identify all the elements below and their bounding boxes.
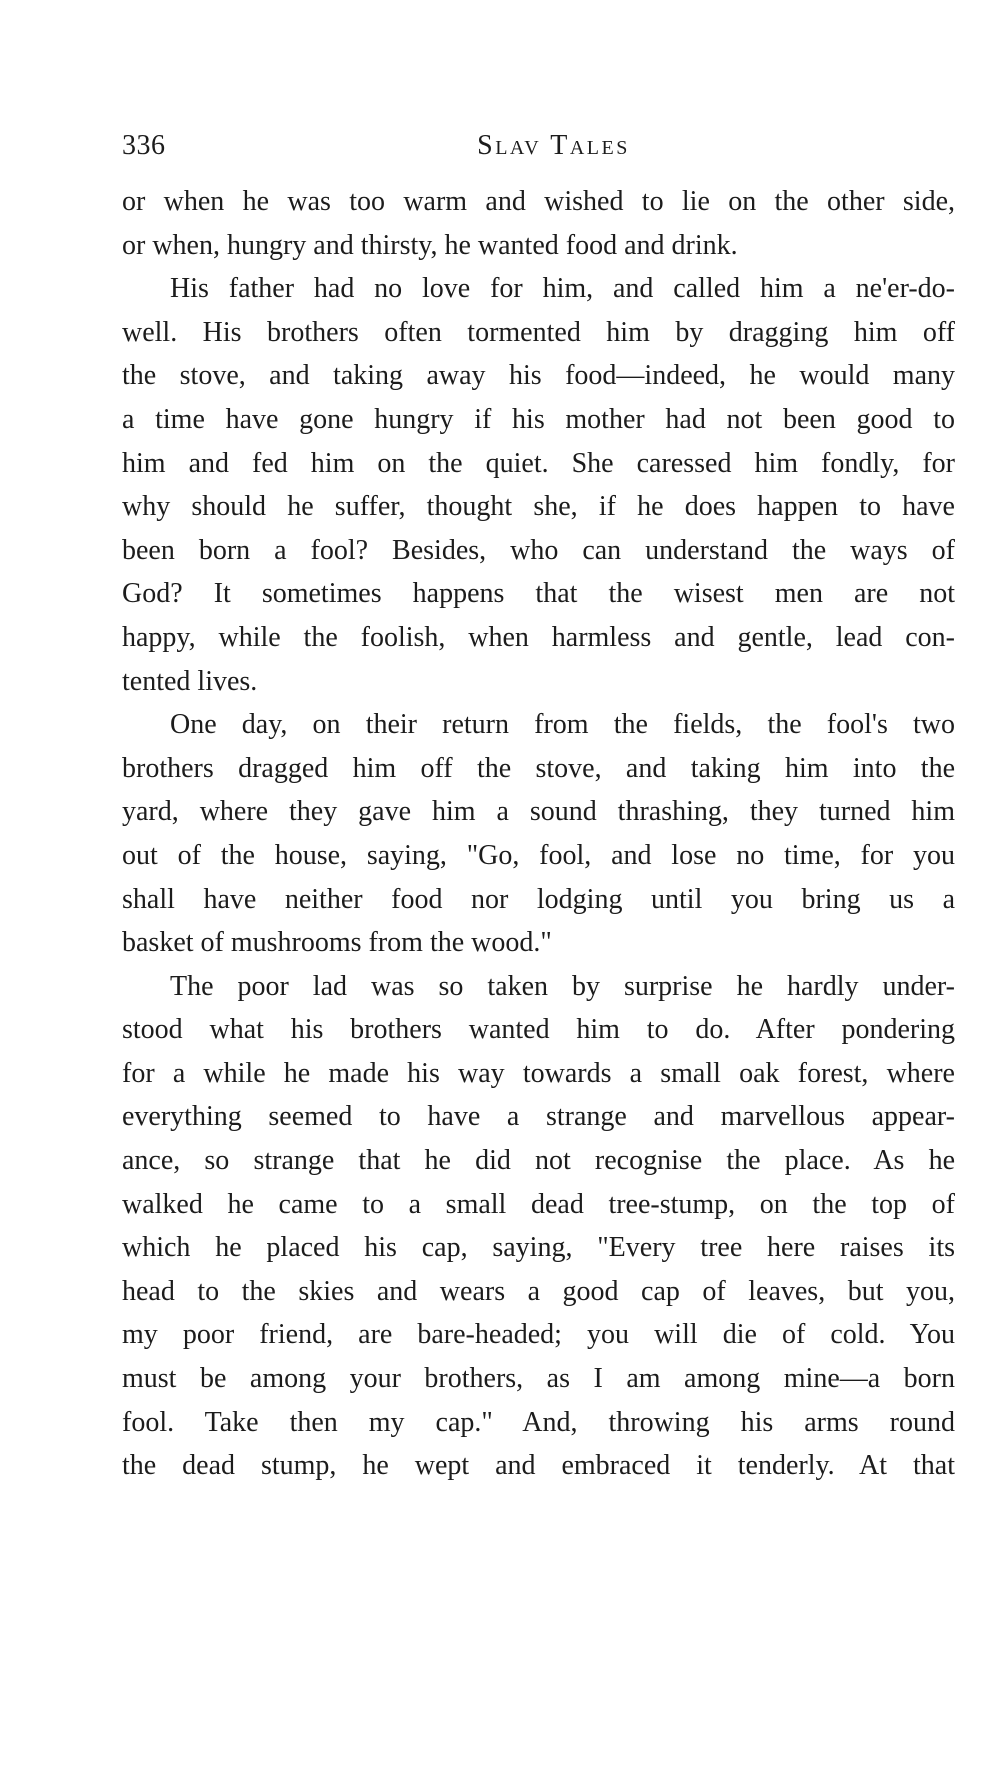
- text-line: why should he suffer, thought she, if he does happen to have: [122, 491, 955, 523]
- paragraph-3: [122, 703, 955, 965]
- text-line: for a while he made his way towards a small oak forest, where: [122, 1057, 955, 1089]
- text-line: yard, where they gave him a sound thrashing, they turned him: [122, 796, 955, 828]
- text-line: happy, while the foolish, when harmless and gentle, lead con-: [122, 621, 955, 653]
- text-line: shall have neither food nor lodging until you bring us a: [122, 883, 955, 915]
- text-line: fool. Take then my cap." And, throwing his arms round: [122, 1406, 955, 1438]
- text-line: or when, hungry and thirsty, he wanted food and drink.: [122, 229, 738, 261]
- text-line: the stove, and taking away his food—indeed, he would many: [122, 360, 955, 392]
- text-line: stood what his brothers wanted him to do. After pondering: [122, 1014, 955, 1046]
- text-line: which he placed his cap, saying, "Every tree here raises its: [122, 1232, 955, 1264]
- body-text: [122, 180, 955, 1488]
- text-line: him and fed him on the quiet. She caressed him fondly, for: [122, 447, 955, 479]
- text-line: been born a fool? Besides, who can understand the ways of: [122, 534, 955, 566]
- text-line: His father had no love for him, and called him a ne'er-do-: [170, 273, 955, 305]
- paragraph-1: [122, 180, 955, 267]
- text-line: out of the house, saying, "Go, fool, and lose no time, for you: [122, 839, 955, 871]
- paragraph-4: [122, 965, 955, 1488]
- text-line: my poor friend, are bare-headed; you will die of cold. You: [122, 1319, 955, 1351]
- text-line: walked he came to a small dead tree-stump, on the top of: [122, 1188, 955, 1220]
- text-line: a time have gone hungry if his mother had not been good to: [122, 403, 955, 435]
- text-line: the dead stump, he wept and embraced it tenderly. At that: [122, 1450, 955, 1482]
- text-line: or when he was too warm and wished to lie on the other side,: [122, 186, 955, 217]
- text-line: The poor lad was so taken by surprise he hardly under-: [170, 970, 955, 1002]
- paragraph-2: [122, 267, 955, 703]
- text-line: well. His brothers often tormented him by dragging him off: [122, 316, 955, 348]
- text-line: ance, so strange that he did not recognise the place. As he: [122, 1145, 955, 1177]
- running-title: Slav Tales: [477, 130, 630, 161]
- page-number: 336: [122, 130, 166, 161]
- text-line: tented lives.: [122, 665, 258, 697]
- text-line: must be among your brothers, as I am among mine—a born: [122, 1363, 955, 1395]
- text-line: basket of mushrooms from the wood.": [122, 927, 552, 959]
- running-head: [122, 126, 955, 166]
- text-line: brothers dragged him off the stove, and taking him into the: [122, 752, 955, 784]
- text-line: God? It sometimes happens that the wisest men are not: [122, 578, 955, 610]
- text-line: everything seemed to have a strange and marvellous appear-: [122, 1101, 955, 1133]
- text-line: One day, on their return from the fields, the fool's two: [170, 709, 955, 741]
- text-line: head to the skies and wears a good cap of leaves, but you,: [122, 1275, 955, 1307]
